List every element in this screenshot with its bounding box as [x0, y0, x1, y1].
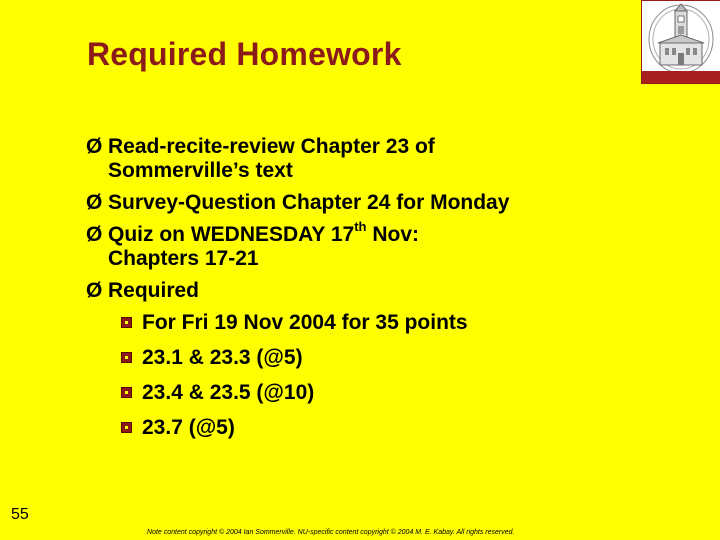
bullet-text-continued: Chapters 17-21 — [108, 247, 259, 270]
copyright-footer: Note content copyright © 2004 Ian Sommerville. NU-specific content copyright © 2004 M. E. Kabay. All rights reserved. — [147, 529, 515, 536]
bullet-item — [86, 219, 696, 271]
bullet-item — [86, 135, 696, 183]
university-logo — [641, 0, 720, 84]
square-bullet-icon — [121, 352, 132, 363]
sub-bullet-item — [86, 346, 696, 370]
square-bullet-icon — [121, 422, 132, 433]
sub-bullet-item — [86, 311, 696, 335]
arrow-bullet-icon: Ø — [86, 279, 103, 302]
page-number: 55 — [11, 506, 29, 523]
sub-bullet-text: For Fri 19 Nov 2004 for 35 points — [142, 311, 468, 334]
slide-title: Required Homework — [87, 36, 402, 72]
bullet-text: Survey-Question Chapter 24 for Monday — [108, 191, 510, 214]
sub-bullet-text: 23.7 (@5) — [142, 416, 235, 439]
bullet-item — [86, 191, 696, 215]
bullet-text: Quiz on WEDNESDAY 17 — [108, 223, 355, 246]
arrow-bullet-icon: Ø — [86, 223, 103, 246]
bullet-text-tail: Nov: — [366, 223, 419, 246]
building-tower-icon — [642, 1, 720, 83]
bullet-text: Required — [108, 279, 200, 302]
sub-bullet-item — [86, 416, 696, 440]
bullet-text-continued: Sommerville’s text — [108, 159, 293, 182]
arrow-bullet-icon: Ø — [86, 191, 103, 214]
bullet-text: Read-recite-review Chapter 23 of — [108, 135, 435, 158]
sub-bullet-text: 23.4 & 23.5 (@10) — [142, 381, 315, 404]
ordinal-suffix: th — [354, 219, 367, 234]
arrow-bullet-icon: Ø — [86, 135, 103, 158]
square-bullet-icon — [121, 387, 132, 398]
square-bullet-icon — [121, 317, 132, 328]
sub-bullet-item — [86, 381, 696, 405]
bullet-item — [86, 279, 696, 303]
bullet-text-line — [108, 219, 696, 247]
bullet-list — [86, 135, 696, 451]
sub-bullet-text: 23.1 & 23.3 (@5) — [142, 346, 303, 369]
